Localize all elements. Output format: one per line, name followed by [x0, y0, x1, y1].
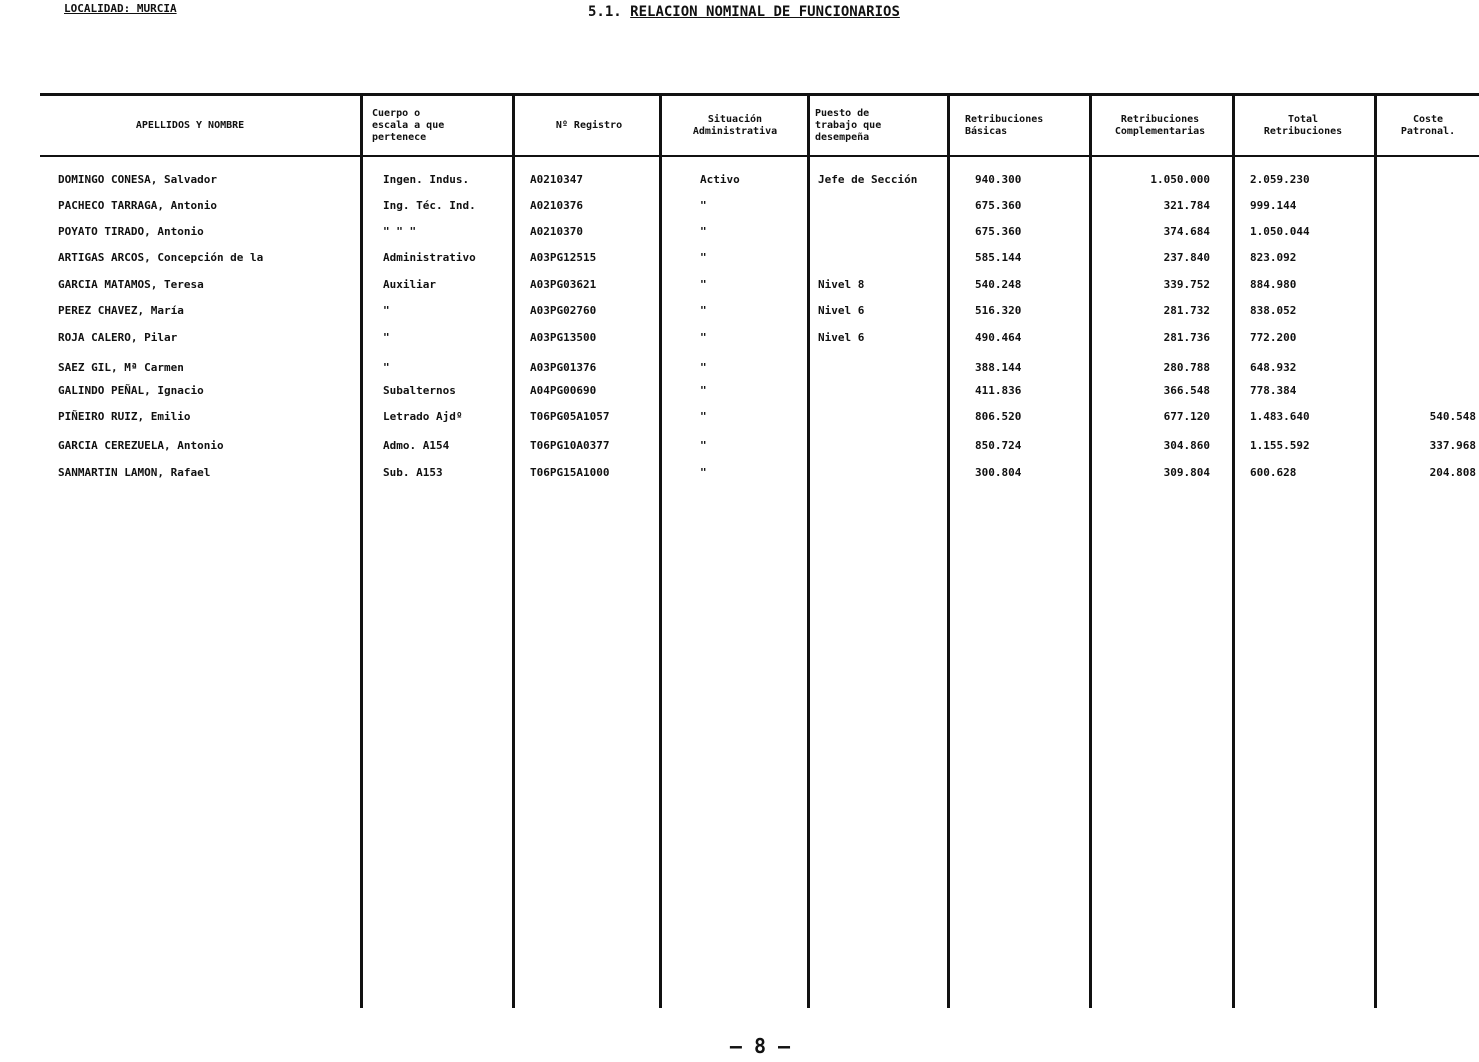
- cell-coste: [1380, 198, 1476, 214]
- cell-puesto: [818, 465, 946, 481]
- cell-total: 1.050.044: [1250, 225, 1310, 238]
- cell-registro: A03PG12515: [530, 251, 597, 264]
- column-header: Retribuciones Básicas: [965, 114, 1044, 137]
- cell-total: 2.059.230: [1250, 173, 1310, 186]
- cell-coste: [1380, 330, 1476, 346]
- cell-registro: A03PG02760: [530, 304, 597, 317]
- table-header-rule: [40, 155, 1479, 157]
- cell-coste: [1380, 383, 1476, 399]
- cell-cuerpo: Letrado Ajdº: [383, 410, 463, 423]
- column-divider: [360, 96, 363, 1008]
- cell-coste: [1380, 250, 1476, 266]
- column-header: Retribuciones Complementarias: [1114, 114, 1206, 137]
- cell-basicas: 411.836: [975, 384, 1022, 397]
- cell-situacion: ": [700, 304, 707, 317]
- cell-cuerpo: ": [383, 331, 390, 344]
- cell-situacion: Activo: [700, 173, 740, 186]
- cell-basicas: 300.804: [975, 466, 1022, 479]
- cell-name: GARCIA CEREZUELA, Antonio: [58, 439, 224, 452]
- cell-total: 600.628: [1250, 466, 1297, 479]
- cell-name: SAEZ GIL, Mª Carmen: [58, 361, 184, 374]
- cell-cuerpo: ": [383, 361, 390, 374]
- cell-cuerpo: " " ": [383, 225, 417, 238]
- column-divider: [1232, 96, 1235, 1008]
- cell-puesto: [818, 198, 946, 214]
- page-number: — 8 —: [729, 1034, 791, 1058]
- column-header: APELLIDOS Y NOMBRE: [135, 120, 245, 131]
- cell-situacion: ": [700, 466, 707, 479]
- cell-registro: A03PG03621: [530, 278, 597, 291]
- cell-puesto: [818, 250, 946, 266]
- cell-puesto: [818, 224, 946, 240]
- cell-basicas: 940.300: [975, 173, 1022, 186]
- cell-complementarias: 339.752: [1163, 278, 1210, 291]
- cell-name: ROJA CALERO, Pilar: [58, 331, 178, 344]
- cell-name: DOMINGO CONESA, Salvador: [58, 173, 217, 186]
- cell-situacion: ": [700, 361, 707, 374]
- cell-total: 838.052: [1250, 304, 1297, 317]
- cell-name: GARCIA MATAMOS, Teresa: [58, 278, 204, 291]
- cell-name: POYATO TIRADO, Antonio: [58, 225, 204, 238]
- cell-coste: 540.548: [1429, 410, 1476, 423]
- cell-total: 648.932: [1250, 361, 1297, 374]
- cell-basicas: 675.360: [975, 225, 1022, 238]
- cell-total: 1.155.592: [1250, 439, 1310, 452]
- cell-name: PEREZ CHAVEZ, María: [58, 304, 184, 317]
- title-text: RELACION NOMINAL DE FUNCIONARIOS: [630, 4, 900, 20]
- cell-total: 823.092: [1250, 251, 1297, 264]
- cell-basicas: 540.248: [975, 278, 1022, 291]
- column-header: Nº Registro: [555, 120, 623, 131]
- column-divider: [807, 96, 810, 1008]
- section-number: 5.1.: [588, 4, 622, 20]
- cell-coste: [1380, 277, 1476, 293]
- cell-coste: [1380, 224, 1476, 240]
- cell-cuerpo: Ing. Téc. Ind.: [383, 199, 476, 212]
- cell-situacion: ": [700, 410, 707, 423]
- cell-basicas: 388.144: [975, 361, 1022, 374]
- cell-basicas: 516.320: [975, 304, 1022, 317]
- locality-label: LOCALIDAD: MURCIA: [64, 2, 177, 15]
- cell-complementarias: 281.736: [1163, 331, 1210, 344]
- cell-registro: T06PG05A1057: [530, 410, 610, 423]
- cell-complementarias: 1.050.000: [1150, 173, 1210, 186]
- cell-puesto: Nivel 6: [818, 331, 865, 344]
- cell-registro: A0210347: [530, 173, 583, 186]
- cell-registro: A03PG01376: [530, 361, 597, 374]
- cell-basicas: 850.724: [975, 439, 1022, 452]
- cell-complementarias: 237.840: [1163, 251, 1210, 264]
- cell-total: 778.384: [1250, 384, 1297, 397]
- cell-coste: 337.968: [1429, 439, 1476, 452]
- cell-puesto: Jefe de Sección: [818, 173, 918, 186]
- column-header: Situación Administrativa: [692, 114, 778, 137]
- cell-situacion: ": [700, 251, 707, 264]
- cell-basicas: 806.520: [975, 410, 1022, 423]
- cell-name: PIÑEIRO RUIZ, Emilio: [58, 410, 191, 423]
- cell-registro: A0210370: [530, 225, 583, 238]
- cell-cuerpo: ": [383, 304, 390, 317]
- cell-situacion: ": [700, 199, 707, 212]
- page-title: [588, 4, 900, 20]
- cell-puesto: Nivel 6: [818, 304, 865, 317]
- cell-situacion: ": [700, 439, 707, 452]
- cell-complementarias: 304.860: [1163, 439, 1210, 452]
- cell-name: GALINDO PEÑAL, Ignacio: [58, 384, 204, 397]
- cell-situacion: ": [700, 225, 707, 238]
- cell-registro: A0210376: [530, 199, 583, 212]
- cell-name: PACHECO TARRAGA, Antonio: [58, 199, 217, 212]
- column-divider: [512, 96, 515, 1008]
- column-header: Total Retribuciones: [1263, 114, 1343, 137]
- cell-complementarias: 374.684: [1163, 225, 1210, 238]
- column-divider: [1089, 96, 1092, 1008]
- cell-cuerpo: Auxiliar: [383, 278, 436, 291]
- cell-cuerpo: Sub. A153: [383, 466, 443, 479]
- cell-puesto: Nivel 8: [818, 278, 865, 291]
- cell-coste: [1380, 172, 1476, 188]
- column-header: Puesto de trabajo que desempeña: [815, 108, 882, 143]
- cell-complementarias: 677.120: [1163, 410, 1210, 423]
- cell-situacion: ": [700, 278, 707, 291]
- cell-cuerpo: Administrativo: [383, 251, 476, 264]
- cell-registro: T06PG15A1000: [530, 466, 610, 479]
- cell-complementarias: 309.804: [1163, 466, 1210, 479]
- cell-basicas: 585.144: [975, 251, 1022, 264]
- cell-registro: A03PG13500: [530, 331, 597, 344]
- cell-total: 884.980: [1250, 278, 1297, 291]
- column-header: Cuerpo o escala a que pertenece: [372, 108, 445, 143]
- cell-complementarias: 281.732: [1163, 304, 1210, 317]
- table-top-rule: [40, 93, 1479, 96]
- cell-complementarias: 280.788: [1163, 361, 1210, 374]
- cell-registro: T06PG10A0377: [530, 439, 610, 452]
- cell-total: 772.200: [1250, 331, 1297, 344]
- column-divider: [659, 96, 662, 1008]
- cell-cuerpo: Subalternos: [383, 384, 456, 397]
- cell-puesto: [818, 409, 946, 425]
- cell-complementarias: 321.784: [1163, 199, 1210, 212]
- column-divider: [1374, 96, 1377, 1008]
- cell-registro: A04PG00690: [530, 384, 597, 397]
- cell-coste: [1380, 303, 1476, 319]
- column-header: Coste Patronal.: [1400, 114, 1456, 137]
- cell-cuerpo: Ingen. Indus.: [383, 173, 470, 186]
- column-divider: [947, 96, 950, 1008]
- cell-situacion: ": [700, 384, 707, 397]
- cell-complementarias: 366.548: [1163, 384, 1210, 397]
- cell-cuerpo: Admo. A154: [383, 439, 450, 452]
- cell-name: ARTIGAS ARCOS, Concepción de la: [58, 251, 264, 264]
- cell-puesto: [818, 360, 946, 376]
- cell-puesto: [818, 383, 946, 399]
- cell-total: 999.144: [1250, 199, 1297, 212]
- cell-basicas: 490.464: [975, 331, 1022, 344]
- cell-total: 1.483.640: [1250, 410, 1310, 423]
- cell-situacion: ": [700, 331, 707, 344]
- cell-coste: 204.808: [1429, 466, 1476, 479]
- cell-basicas: 675.360: [975, 199, 1022, 212]
- cell-puesto: [818, 438, 946, 454]
- cell-name: SANMARTIN LAMON, Rafael: [58, 466, 211, 479]
- cell-coste: [1380, 360, 1476, 376]
